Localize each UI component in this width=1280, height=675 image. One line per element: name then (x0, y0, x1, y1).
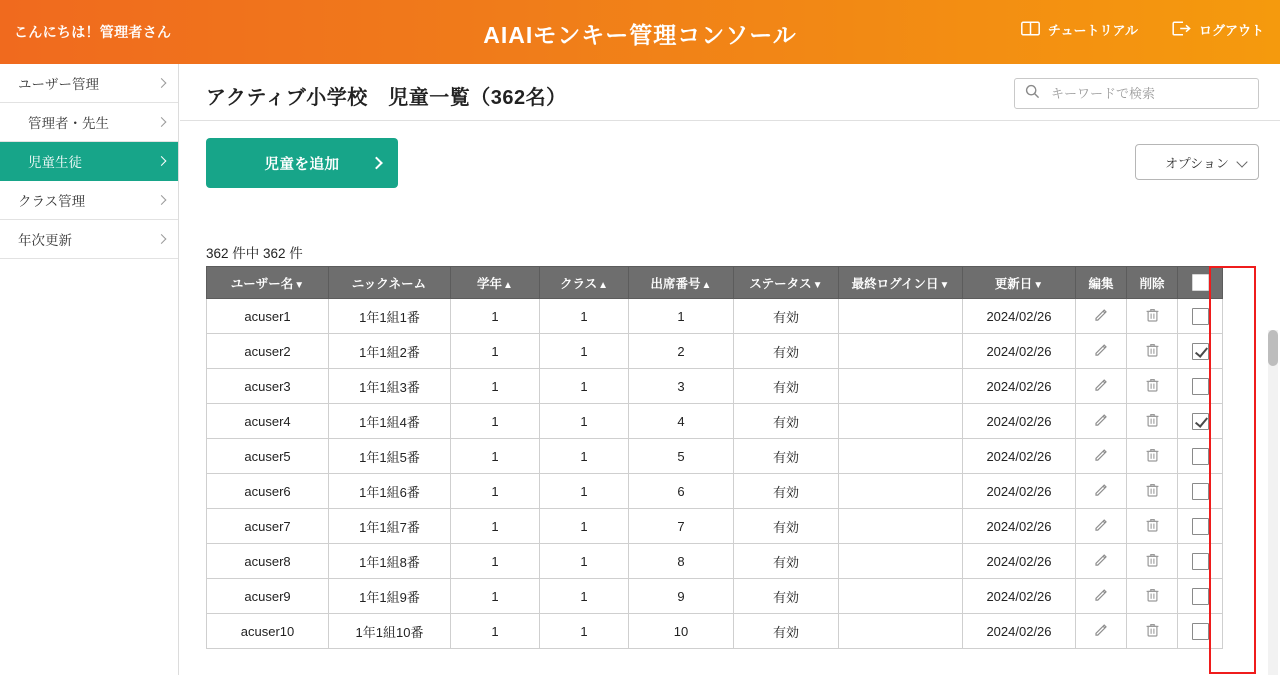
sidebar-item-label: 児童生徒 (28, 155, 82, 170)
sort-arrow-icon: ▲ (503, 279, 513, 291)
th-grade[interactable] (451, 267, 540, 299)
cell-status: 有効 (734, 579, 839, 614)
edit-icon[interactable] (1094, 307, 1109, 325)
cell-edit[interactable] (1076, 544, 1127, 579)
cell-edit[interactable] (1076, 579, 1127, 614)
row-checkbox[interactable] (1192, 308, 1209, 325)
cell-edit[interactable] (1076, 299, 1127, 334)
logout-icon (1172, 21, 1191, 39)
logout-label: ログアウト (1198, 23, 1264, 38)
cell-updated: 2024/02/26 (963, 579, 1076, 614)
sidebar-item-label: ユーザー管理 (18, 77, 99, 92)
cell-select[interactable] (1178, 299, 1223, 334)
cell-attendance-number: 4 (629, 404, 734, 439)
search-input[interactable] (1049, 85, 1249, 102)
sort-arrow-icon: ▼ (812, 279, 823, 291)
cell-class: 1 (540, 404, 629, 439)
cell-grade: 1 (451, 614, 540, 649)
cell-nickname: 1年1組7番 (329, 509, 451, 544)
sort-arrow-icon: ▼ (1033, 279, 1044, 291)
cell-nickname: 1年1組3番 (329, 369, 451, 404)
cell-nickname: 1年1組9番 (329, 579, 451, 614)
cell-class: 1 (540, 509, 629, 544)
th-class[interactable] (540, 267, 629, 299)
cell-select[interactable] (1178, 509, 1223, 544)
trash-icon[interactable] (1145, 447, 1160, 466)
table-scrollbar-track[interactable] (1268, 330, 1278, 675)
cell-grade: 1 (451, 474, 540, 509)
cell-username: acuser9 (207, 579, 329, 614)
th-label: 削除 (1139, 276, 1165, 291)
table-row (207, 299, 1223, 334)
cell-delete[interactable] (1127, 299, 1178, 334)
cell-select[interactable] (1178, 404, 1223, 439)
cell-select[interactable] (1178, 579, 1223, 614)
table-row (207, 544, 1223, 579)
cell-grade: 1 (451, 369, 540, 404)
students-table-wrap (206, 266, 1216, 649)
cell-edit[interactable] (1076, 614, 1127, 649)
row-checkbox[interactable] (1192, 413, 1209, 430)
cell-select[interactable] (1178, 474, 1223, 509)
cell-delete[interactable] (1127, 614, 1178, 649)
cell-username: acuser1 (207, 299, 329, 334)
cell-updated: 2024/02/26 (963, 299, 1076, 334)
edit-icon[interactable] (1094, 377, 1109, 395)
edit-icon[interactable] (1094, 552, 1109, 570)
table-row (207, 334, 1223, 369)
cell-select[interactable] (1178, 369, 1223, 404)
cell-class: 1 (540, 544, 629, 579)
th-last-login[interactable] (839, 267, 963, 299)
th-select-all[interactable] (1178, 267, 1223, 299)
chevron-right-icon (157, 117, 167, 127)
tutorial-link[interactable] (1021, 20, 1138, 39)
sidebar-item-label: 管理者・先生 (28, 116, 109, 131)
trash-icon[interactable] (1145, 342, 1160, 361)
table-row (207, 579, 1223, 614)
cell-status: 有効 (734, 369, 839, 404)
cell-attendance-number: 10 (629, 614, 734, 649)
th-label: 編集 (1088, 276, 1114, 291)
app-title: AIAIモンキー管理コンソール (483, 22, 797, 48)
cell-status: 有効 (734, 474, 839, 509)
cell-updated: 2024/02/26 (963, 474, 1076, 509)
cell-updated: 2024/02/26 (963, 509, 1076, 544)
cell-grade: 1 (451, 544, 540, 579)
cell-last-login (839, 509, 963, 544)
sidebar-item-user-management[interactable] (0, 64, 178, 103)
cell-edit[interactable] (1076, 369, 1127, 404)
cell-last-login (839, 439, 963, 474)
cell-updated: 2024/02/26 (963, 614, 1076, 649)
trash-icon[interactable] (1145, 482, 1160, 501)
cell-delete[interactable] (1127, 369, 1178, 404)
cell-updated: 2024/02/26 (963, 544, 1076, 579)
trash-icon[interactable] (1145, 412, 1160, 431)
app-header (0, 0, 1280, 64)
th-status[interactable] (734, 267, 839, 299)
cell-last-login (839, 369, 963, 404)
table-row (207, 369, 1223, 404)
cell-username: acuser6 (207, 474, 329, 509)
sidebar-item-label: クラス管理 (18, 194, 86, 209)
table-header-row (207, 267, 1223, 299)
cell-attendance-number: 7 (629, 509, 734, 544)
edit-icon[interactable] (1094, 587, 1109, 605)
row-checkbox[interactable] (1192, 518, 1209, 535)
cell-updated: 2024/02/26 (963, 404, 1076, 439)
sort-arrow-icon: ▲ (701, 279, 712, 291)
cell-delete[interactable] (1127, 544, 1178, 579)
trash-icon[interactable] (1145, 622, 1160, 641)
cell-edit[interactable] (1076, 509, 1127, 544)
chevron-right-icon (157, 195, 167, 205)
header-actions (1021, 20, 1264, 39)
sidebar-item-class-management[interactable] (0, 181, 178, 220)
cell-class: 1 (540, 439, 629, 474)
chevron-right-icon (157, 156, 167, 166)
cell-updated: 2024/02/26 (963, 439, 1076, 474)
th-updated[interactable] (963, 267, 1076, 299)
sort-arrow-icon: ▼ (939, 279, 950, 291)
cell-edit[interactable] (1076, 474, 1127, 509)
tutorial-label: チュートリアル (1047, 23, 1138, 38)
sort-arrow-icon: ▼ (294, 279, 305, 291)
page-title: アクティブ小学校 児童一覧（362名） (206, 87, 567, 109)
chevron-down-icon (1236, 156, 1247, 167)
header-divider (180, 120, 1280, 121)
cell-grade: 1 (451, 334, 540, 369)
cell-status: 有効 (734, 614, 839, 649)
cell-status: 有効 (734, 404, 839, 439)
cell-delete[interactable] (1127, 334, 1178, 369)
greeting-text: こんにちは！管理者さん (14, 24, 172, 40)
th-username[interactable] (207, 267, 329, 299)
cell-attendance-number: 8 (629, 544, 734, 579)
cell-updated: 2024/02/26 (963, 369, 1076, 404)
sidebar-item-annual-update[interactable] (0, 220, 178, 259)
trash-icon[interactable] (1145, 517, 1160, 536)
th-label: 学年 (477, 276, 503, 291)
edit-icon[interactable] (1094, 622, 1109, 640)
cell-last-login (839, 299, 963, 334)
cell-attendance-number: 3 (629, 369, 734, 404)
cell-delete[interactable] (1127, 404, 1178, 439)
sidebar-item-students[interactable] (0, 142, 178, 181)
cell-delete[interactable] (1127, 474, 1178, 509)
table-scrollbar-thumb[interactable] (1268, 330, 1278, 366)
cell-last-login (839, 334, 963, 369)
cell-class: 1 (540, 334, 629, 369)
trash-icon[interactable] (1145, 377, 1160, 396)
row-checkbox[interactable] (1192, 343, 1209, 360)
th-label: 最終ログイン日 (851, 276, 939, 291)
cell-class: 1 (540, 614, 629, 649)
cell-nickname: 1年1組4番 (329, 404, 451, 439)
row-checkbox[interactable] (1192, 378, 1209, 395)
th-label: 出席番号 (650, 276, 701, 291)
book-icon (1021, 21, 1040, 39)
cell-select[interactable] (1178, 614, 1223, 649)
sidebar-item-label: 年次更新 (18, 233, 72, 248)
sort-arrow-icon: ▲ (598, 279, 609, 291)
cell-grade: 1 (451, 299, 540, 334)
result-count: 362 件中 362 件 (206, 246, 303, 261)
cell-username: acuser7 (207, 509, 329, 544)
cell-select[interactable] (1178, 334, 1223, 369)
cell-status: 有効 (734, 509, 839, 544)
th-label: ユーザー名 (230, 276, 294, 291)
option-dropdown-label: オプション (1165, 155, 1229, 171)
cell-last-login (839, 614, 963, 649)
trash-icon[interactable] (1145, 307, 1160, 326)
cell-class: 1 (540, 474, 629, 509)
cell-grade: 1 (451, 509, 540, 544)
th-attendance-number[interactable] (629, 267, 734, 299)
cell-attendance-number: 1 (629, 299, 734, 334)
cell-nickname: 1年1組10番 (329, 614, 451, 649)
chevron-right-icon (157, 234, 167, 244)
cell-username: acuser3 (207, 369, 329, 404)
cell-last-login (839, 544, 963, 579)
table-row (207, 439, 1223, 474)
cell-delete[interactable] (1127, 439, 1178, 474)
cell-class: 1 (540, 369, 629, 404)
row-checkbox[interactable] (1192, 553, 1209, 570)
cell-attendance-number: 5 (629, 439, 734, 474)
cell-nickname: 1年1組1番 (329, 299, 451, 334)
cell-grade: 1 (451, 439, 540, 474)
cell-username: acuser8 (207, 544, 329, 579)
trash-icon[interactable] (1145, 552, 1160, 571)
table-row (207, 509, 1223, 544)
chevron-right-icon (370, 157, 383, 170)
cell-delete[interactable] (1127, 509, 1178, 544)
students-table (206, 266, 1223, 649)
cell-last-login (839, 474, 963, 509)
main-content (180, 64, 1280, 675)
cell-class: 1 (540, 579, 629, 614)
cell-last-login (839, 579, 963, 614)
table-row (207, 614, 1223, 649)
cell-nickname: 1年1組8番 (329, 544, 451, 579)
cell-delete[interactable] (1127, 579, 1178, 614)
cell-grade: 1 (451, 404, 540, 439)
cell-status: 有効 (734, 334, 839, 369)
cell-select[interactable] (1178, 544, 1223, 579)
cell-nickname: 1年1組2番 (329, 334, 451, 369)
th-nickname[interactable] (329, 267, 451, 299)
table-body (207, 299, 1223, 649)
edit-icon[interactable] (1094, 342, 1109, 360)
edit-icon[interactable] (1094, 447, 1109, 465)
cell-status: 有効 (734, 544, 839, 579)
sidebar (0, 64, 179, 675)
th-label: ニックネーム (351, 276, 427, 291)
cell-last-login (839, 404, 963, 439)
cell-select[interactable] (1178, 439, 1223, 474)
trash-icon[interactable] (1145, 587, 1160, 606)
cell-grade: 1 (451, 579, 540, 614)
cell-edit[interactable] (1076, 439, 1127, 474)
sidebar-item-admin-teacher[interactable] (0, 103, 178, 142)
cell-attendance-number: 2 (629, 334, 734, 369)
row-checkbox[interactable] (1192, 483, 1209, 500)
cell-class: 1 (540, 299, 629, 334)
row-checkbox[interactable] (1192, 448, 1209, 465)
cell-nickname: 1年1組6番 (329, 474, 451, 509)
cell-updated: 2024/02/26 (963, 334, 1076, 369)
th-label: クラス (559, 276, 598, 291)
search-box[interactable] (1014, 78, 1259, 109)
table-row (207, 474, 1223, 509)
chevron-right-icon (157, 78, 167, 88)
cell-username: acuser10 (207, 614, 329, 649)
th-label: ステータス (749, 276, 812, 291)
option-dropdown[interactable] (1135, 144, 1259, 180)
cell-attendance-number: 6 (629, 474, 734, 509)
select-all-checkbox[interactable] (1192, 274, 1209, 291)
cell-edit[interactable] (1076, 334, 1127, 369)
th-edit (1076, 267, 1127, 299)
cell-status: 有効 (734, 299, 839, 334)
table-row (207, 404, 1223, 439)
th-label: 更新日 (994, 276, 1033, 291)
cell-username: acuser4 (207, 404, 329, 439)
search-icon (1025, 84, 1040, 104)
row-checkbox[interactable] (1192, 623, 1209, 640)
add-student-button[interactable] (206, 138, 398, 188)
cell-edit[interactable] (1076, 404, 1127, 439)
edit-icon[interactable] (1094, 482, 1109, 500)
cell-nickname: 1年1組5番 (329, 439, 451, 474)
logout-link[interactable] (1172, 20, 1264, 39)
cell-username: acuser5 (207, 439, 329, 474)
cell-status: 有効 (734, 439, 839, 474)
add-student-label: 児童を追加 (264, 156, 340, 173)
cell-attendance-number: 9 (629, 579, 734, 614)
row-checkbox[interactable] (1192, 588, 1209, 605)
edit-icon[interactable] (1094, 412, 1109, 430)
edit-icon[interactable] (1094, 517, 1109, 535)
cell-username: acuser2 (207, 334, 329, 369)
th-delete (1127, 267, 1178, 299)
